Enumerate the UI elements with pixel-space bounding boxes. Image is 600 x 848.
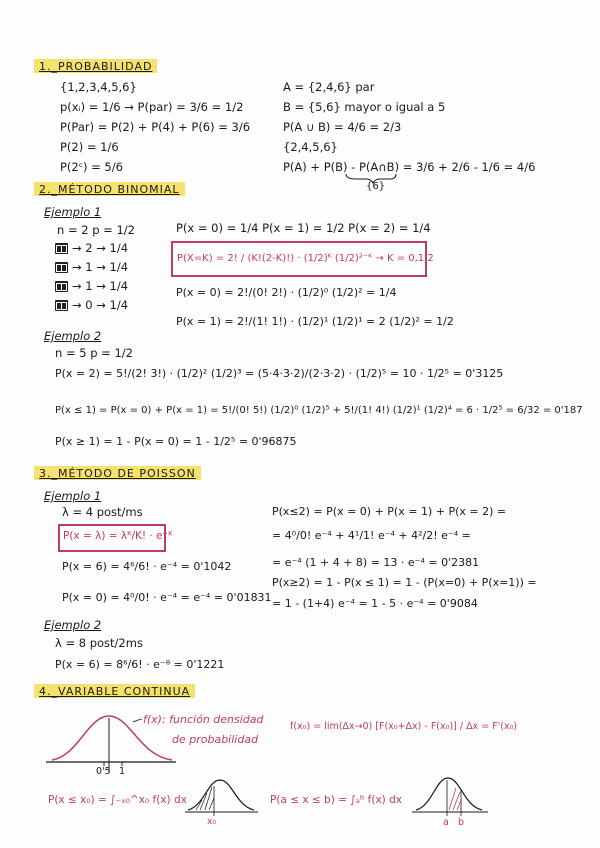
coin-outcome: → 1 → 1/4 <box>72 279 129 293</box>
line: P(2) = 1/6 <box>60 140 119 154</box>
example-title: Ejemplo 2 <box>44 329 102 343</box>
density-curve-small <box>416 778 482 810</box>
coin-outcome: → 1 → 1/4 <box>72 260 129 274</box>
density-curve-small <box>188 780 254 810</box>
line: B = {5,6} mayor o igual a 5 <box>283 100 446 114</box>
a-label: a <box>443 817 449 828</box>
integral-formula: P(x ≤ x₀) = ∫₋ₓ₀^x₀ f(x) dx <box>48 794 187 806</box>
line: A = {2,4,6} par <box>283 80 375 94</box>
integral-formula: P(a ≤ x ≤ b) = ∫ₐᵇ f(x) dx <box>270 794 402 806</box>
calc-line: P(x = 1) = 2!/(1! 1!) · (1/2)¹ (1/2)¹ = 2 (1/2)² = 1/2 <box>176 315 454 328</box>
calc-line: P(x = 6) = 4⁶/6! · e⁻⁴ = 0'1042 <box>62 560 232 573</box>
line: P(Par) = P(2) + P(4) + P(6) = 3/6 <box>60 120 251 134</box>
tick-label: 1 <box>119 766 126 777</box>
calc-line: P(x = 0) = 2!/(0! 2!) · (1/2)⁰ (1/2)² = 1/4 <box>176 286 397 299</box>
tick-label: 0'5 <box>96 766 111 777</box>
lambda: λ = 8 post/2ms <box>55 636 143 650</box>
coin-outcome: → 0 → 1/4 <box>72 298 129 312</box>
section-heading-probabilidad: 1._PROBABILIDAD <box>34 59 157 73</box>
example-title: Ejemplo 1 <box>44 489 102 503</box>
lambda: λ = 4 post/ms <box>62 505 143 519</box>
probabilities: P(x = 0) = 1/4 P(x = 1) = 1/2 P(x = 2) = 1/4 <box>176 221 431 235</box>
calc-line: P(x≤2) = P(x = 0) + P(x = 1) + P(x = 2) = <box>272 505 507 518</box>
calc-line: P(x ≥ 1) = 1 - P(x = 0) = 1 - 1/2⁵ = 0'96875 <box>55 435 297 448</box>
curve-label: f(x): función densidad <box>143 713 264 726</box>
brace-label: {6} <box>366 181 386 192</box>
line: P(A ∪ B) = 4/6 = 2/3 <box>283 120 402 134</box>
coin-outcome: → 2 → 1/4 <box>72 241 129 255</box>
example-title: Ejemplo 1 <box>44 205 102 219</box>
calc-line: P(x = 2) = 5!/(2! 3!) · (1/2)² (1/2)³ = (5·4·3·2)/(2·3·2) · (1/2)⁵ = 10 · 1/2⁵ = 0'3125 <box>55 367 504 380</box>
calc-line: = e⁻⁴ (1 + 4 + 8) = 13 · e⁻⁴ = 0'2381 <box>272 556 480 569</box>
calc-line: = 1 - (1+4) e⁻⁴ = 1 - 5 · e⁻⁴ = 0'9084 <box>272 597 478 610</box>
line: P(2ᶜ) = 5/6 <box>60 160 123 174</box>
derivative-formula: f(x₀) = lim(Δx→0) [F(x₀+Δx) - F(x₀)] / Δx = F'(x₀) <box>290 721 518 732</box>
section-heading-binomial: 2._MÉTODO BINOMIAL <box>34 182 185 196</box>
b-label: b <box>458 817 465 828</box>
calc-line: P(x = 6) = 8⁶/6! · e⁻⁸ = 0'1221 <box>55 658 225 671</box>
params: n = 2 p = 1/2 <box>57 223 135 237</box>
section-heading-poisson: 3._MÉTODO DE POISSON <box>34 466 201 480</box>
params: n = 5 p = 1/2 <box>55 346 133 360</box>
calc-line: P(x≥2) = 1 - P(x ≤ 1) = 1 - (P(x=0) + P(x=1)) = <box>272 576 537 589</box>
line: {1,2,3,4,5,6} <box>60 80 137 94</box>
x0-label: x₀ <box>207 817 216 827</box>
brace-icon <box>346 174 396 183</box>
section-heading-continua: 4._VARIABLE CONTINUA <box>34 684 195 698</box>
curve-label: de probabilidad <box>172 733 259 746</box>
calc-line: = 4⁰/0! e⁻⁴ + 4¹/1! e⁻⁴ + 4²/2! e⁻⁴ = <box>272 529 471 542</box>
calc-line: P(x ≤ 1) = P(x = 0) + P(x = 1) = 5!/(0! 5!) (1/2)⁰ (1/2)⁵ + 5!/(1! 4!) (1/2)¹ (1/2)⁴ = 6 · 1/2⁵ = 6/32 = 0'187 <box>55 405 583 416</box>
line: p(xᵢ) = 1/6 → P(par) = 3/6 = 1/2 <box>60 100 244 114</box>
line: {2,4,5,6} <box>283 140 338 154</box>
calc-line: P(x = 0) = 4⁰/0! · e⁻⁴ = e⁻⁴ = 0'01831 <box>62 591 272 604</box>
line: P(A) + P(B) - P(A∩B) = 3/6 + 2/6 - 1/6 = 4/6 <box>283 160 536 174</box>
example-title: Ejemplo 2 <box>44 618 102 632</box>
poisson-formula: P(x = λ) = λᴷ/K! · e⁻ᴷ <box>63 530 173 542</box>
binomial-formula: P(X=K) = 2! / (K!(2-K)!) · (1/2)ᴷ (1/2)²⁻ᴷ → K = 0,1,2 <box>177 253 434 264</box>
